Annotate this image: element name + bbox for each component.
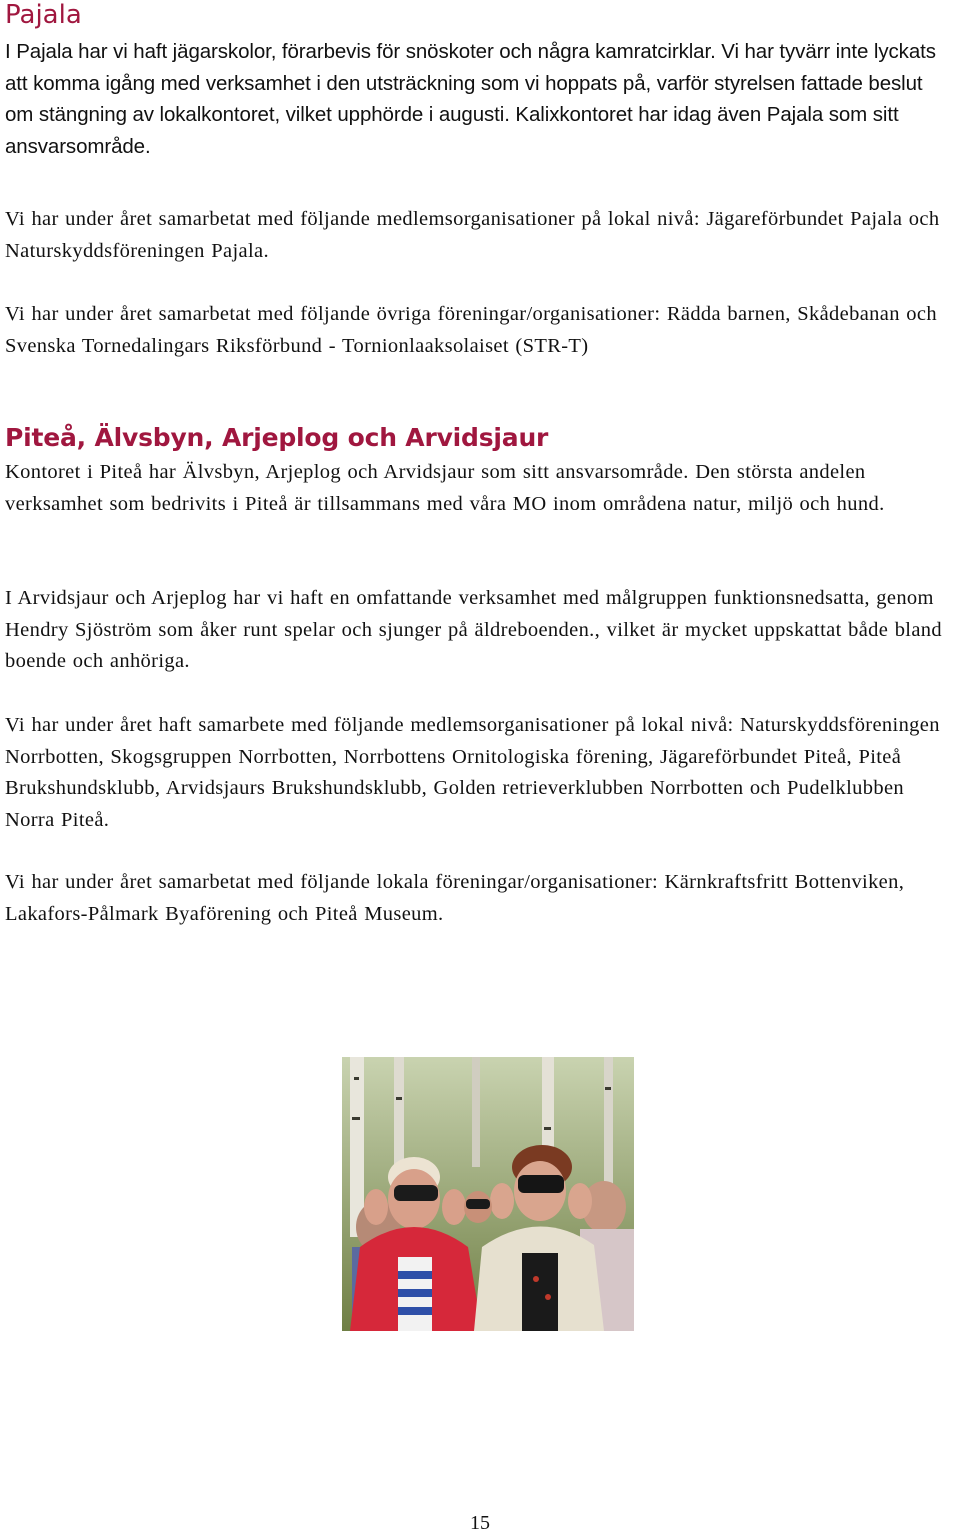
paragraph-pajala-other-orgs: Vi har under året samarbetat med följande övriga föreningar/organisationer: Rädda barnen, Skådebanan och Svenska Tornedalingars Riksförbund - Tornionlaaksolaiset (STR-T) [5, 303, 937, 357]
paragraph-pajala-intro: I Pajala har vi haft jägarskolor, förarbevis för snöskoter och några kamratcirklar. Vi har tyvärr inte lyckats att komma igång med verksamhet i den utsträckning som vi hoppats på, varför styrelsen fattade beslut om stängning av lokalkontoret, vilket upphörde i augusti. Kalixkontoret har idag även Pajala som sitt ansvarsområde. [5, 40, 936, 158]
section-heading-pajala: Pajala [5, 0, 82, 30]
paragraph-arvidsjaur-arjeplog: I Arvidsjaur och Arjeplog har vi haft en omfattande verksamhet med målgruppen funktionsnedsatta, genom Hendry Sjöström som åker runt spelar och sjunger på äldreboenden., vilket är mycket uppskattat både bland boende och anhöriga. [5, 587, 942, 672]
section-heading-pitea: Piteå, Älvsbyn, Arjeplog och Arvidsjaur [5, 423, 549, 452]
paragraph-pitea-intro: Kontoret i Piteå har Älvsbyn, Arjeplog och Arvidsjaur som sitt ansvarsområde. Den största andelen verksamhet som bedrivits i Piteå är tillsammans med våra MO inom områdena natur, miljö och hund. [5, 461, 885, 515]
paragraph-pajala-member-orgs: Vi har under året samarbetat med följande medlemsorganisationer på lokal nivå: Jägareförbundet Pajala och Naturskyddsföreningen Pajala. [5, 208, 940, 262]
birdwatchers-photo [342, 1057, 634, 1331]
page-number: 15 [470, 1512, 490, 1534]
paragraph-pitea-member-orgs: Vi har under året haft samarbete med följande medlemsorganisationer på lokal nivå: Naturskyddsföreningen Norrbotten, Skogsgruppen Norrbotten, Norrbottens Ornitologiska förening, Jägareförbundet Piteå, Piteå Brukshundsklubb, Arvidsjaurs Brukshundsklubb, Golden retrieverklubben Norrbotten och Pudelklubben Norra Piteå. [5, 714, 940, 831]
birdwatchers-illustration [342, 1057, 634, 1331]
paragraph-pitea-local-orgs: Vi har under året samarbetat med följande lokala föreningar/organisationer: Kärnkraftsfritt Bottenviken, Lakafors-Pålmark Byaförening och Piteå Museum. [5, 871, 905, 925]
